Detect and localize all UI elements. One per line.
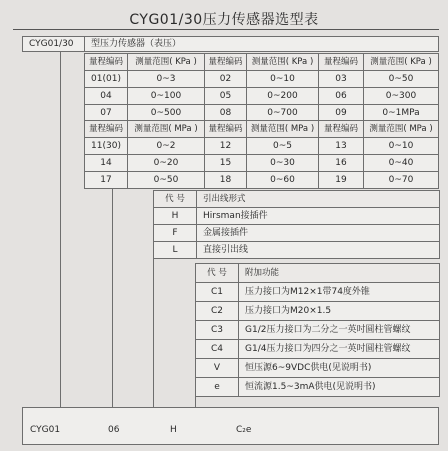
mpa-table-cell: 0~20 [127, 154, 205, 172]
kpa-table-header-cell: 量程编码 [318, 53, 364, 71]
mpa-table-header-cell: 量程编码 [84, 120, 128, 138]
function-table-desc-cell: G1/4压力接口为四分之一英吋圆柱管螺纹 [238, 339, 440, 359]
kpa-table-cell: 0~500 [127, 104, 205, 122]
function-table-code-cell: C1 [195, 282, 239, 302]
title-divider [13, 29, 439, 30]
page-title: CYG01/30压力传感器选型表 [129, 12, 319, 28]
function-table-desc-cell: 恒压源6~9VDC供电(见说明书) [238, 358, 440, 378]
model-code-cell: CYG01/30 [22, 36, 85, 52]
mpa-table-cell: 0~10 [363, 137, 439, 155]
kpa-table-cell: 09 [318, 104, 364, 122]
kpa-table-header-cell: 测量范围( KPa ) [246, 53, 319, 71]
function-table-desc-header: 附加功能 [238, 263, 440, 283]
mpa-table-header-cell: 测量范围( MPa ) [246, 120, 319, 138]
kpa-table-cell: 04 [84, 87, 128, 105]
function-table-desc-cell: 压力接口为M20×1.5 [238, 301, 440, 321]
kpa-table-cell: 0~1MPa [363, 104, 439, 122]
kpa-table-cell: 05 [204, 87, 247, 105]
mpa-table-header-cell: 量程编码 [318, 120, 364, 138]
mpa-table-cell: 0~70 [363, 171, 439, 189]
kpa-table-cell: 02 [204, 70, 247, 88]
lead-table-code-cell: F [153, 224, 197, 242]
mpa-table-cell: 0~2 [127, 137, 205, 155]
mpa-table-cell: 17 [84, 171, 128, 189]
mpa-table-cell: 12 [204, 137, 247, 155]
kpa-table-cell: 0~200 [246, 87, 319, 105]
model-desc-cell: 型压力传感器（表压） [84, 36, 439, 52]
mpa-table-cell: 0~50 [127, 171, 205, 189]
example-lead: H [170, 425, 177, 435]
example-box [22, 407, 439, 445]
kpa-table-header-cell: 测量范围( KPa ) [127, 53, 205, 71]
kpa-table-cell: 03 [318, 70, 364, 88]
lead-table-code-cell: L [153, 241, 197, 259]
lead-table-code-cell: H [153, 207, 197, 225]
function-table-desc-cell: 恒流源1.5~3mA供电(见说明书) [238, 377, 440, 397]
lead-table-desc-cell: 金属接插件 [196, 224, 440, 242]
lead-table-desc-header: 引出线形式 [196, 190, 440, 208]
function-table-desc-cell: G1/2压力接口为二分之一英吋圆柱管螺纹 [238, 320, 440, 340]
mpa-table-cell: 18 [204, 171, 247, 189]
mpa-table-cell: 14 [84, 154, 128, 172]
kpa-table-cell: 06 [318, 87, 364, 105]
kpa-table-cell: 0~50 [363, 70, 439, 88]
mpa-table-header-cell: 量程编码 [204, 120, 247, 138]
lead-spine [153, 255, 154, 407]
mpa-table-cell: 0~40 [363, 154, 439, 172]
mpa-table-cell: 0~60 [246, 171, 319, 189]
lead-table-code-header: 代 号 [153, 190, 197, 208]
function-table-code-cell: C4 [195, 339, 239, 359]
lead-table-desc-cell: 直接引出线 [196, 241, 440, 259]
kpa-table-cell: 0~3 [127, 70, 205, 88]
example-function: C₂e [236, 425, 252, 435]
function-table-code-cell: V [195, 358, 239, 378]
mpa-table-header-cell: 测量范围( MPa ) [363, 120, 439, 138]
kpa-table-cell: 0~700 [246, 104, 319, 122]
example-range: 06 [108, 425, 120, 435]
function-table-code-cell: C3 [195, 320, 239, 340]
kpa-table-cell: 01(01) [84, 70, 128, 88]
mpa-table-cell: 16 [318, 154, 364, 172]
function-table-code-cell: e [195, 377, 239, 397]
mpa-table-cell: 13 [318, 137, 364, 155]
mpa-table-cell: 15 [204, 154, 247, 172]
mpa-table-cell: 19 [318, 171, 364, 189]
function-table-code-cell: C2 [195, 301, 239, 321]
kpa-table-header-cell: 测量范围( KPa ) [363, 53, 439, 71]
mpa-table-header-cell: 测量范围( MPa ) [127, 120, 205, 138]
kpa-table-cell: 07 [84, 104, 128, 122]
model-spine [60, 52, 61, 407]
kpa-table-header-cell: 量程编码 [84, 53, 128, 71]
kpa-table-cell: 0~10 [246, 70, 319, 88]
kpa-table-cell: 08 [204, 104, 247, 122]
function-table-code-header: 代 号 [195, 263, 239, 283]
lead-table-desc-cell: Hirsman接插件 [196, 207, 440, 225]
mpa-table-cell: 11(30) [84, 137, 128, 155]
mpa-table-cell: 0~30 [246, 154, 319, 172]
function-table-desc-cell: 压力接口为M12×1带74度外锥 [238, 282, 440, 302]
kpa-table-cell: 0~100 [127, 87, 205, 105]
kpa-table-cell: 0~300 [363, 87, 439, 105]
range-spine [112, 188, 113, 407]
example-model: CYG01 [30, 425, 61, 435]
kpa-table-header-cell: 量程编码 [204, 53, 247, 71]
mpa-table-cell: 0~5 [246, 137, 319, 155]
